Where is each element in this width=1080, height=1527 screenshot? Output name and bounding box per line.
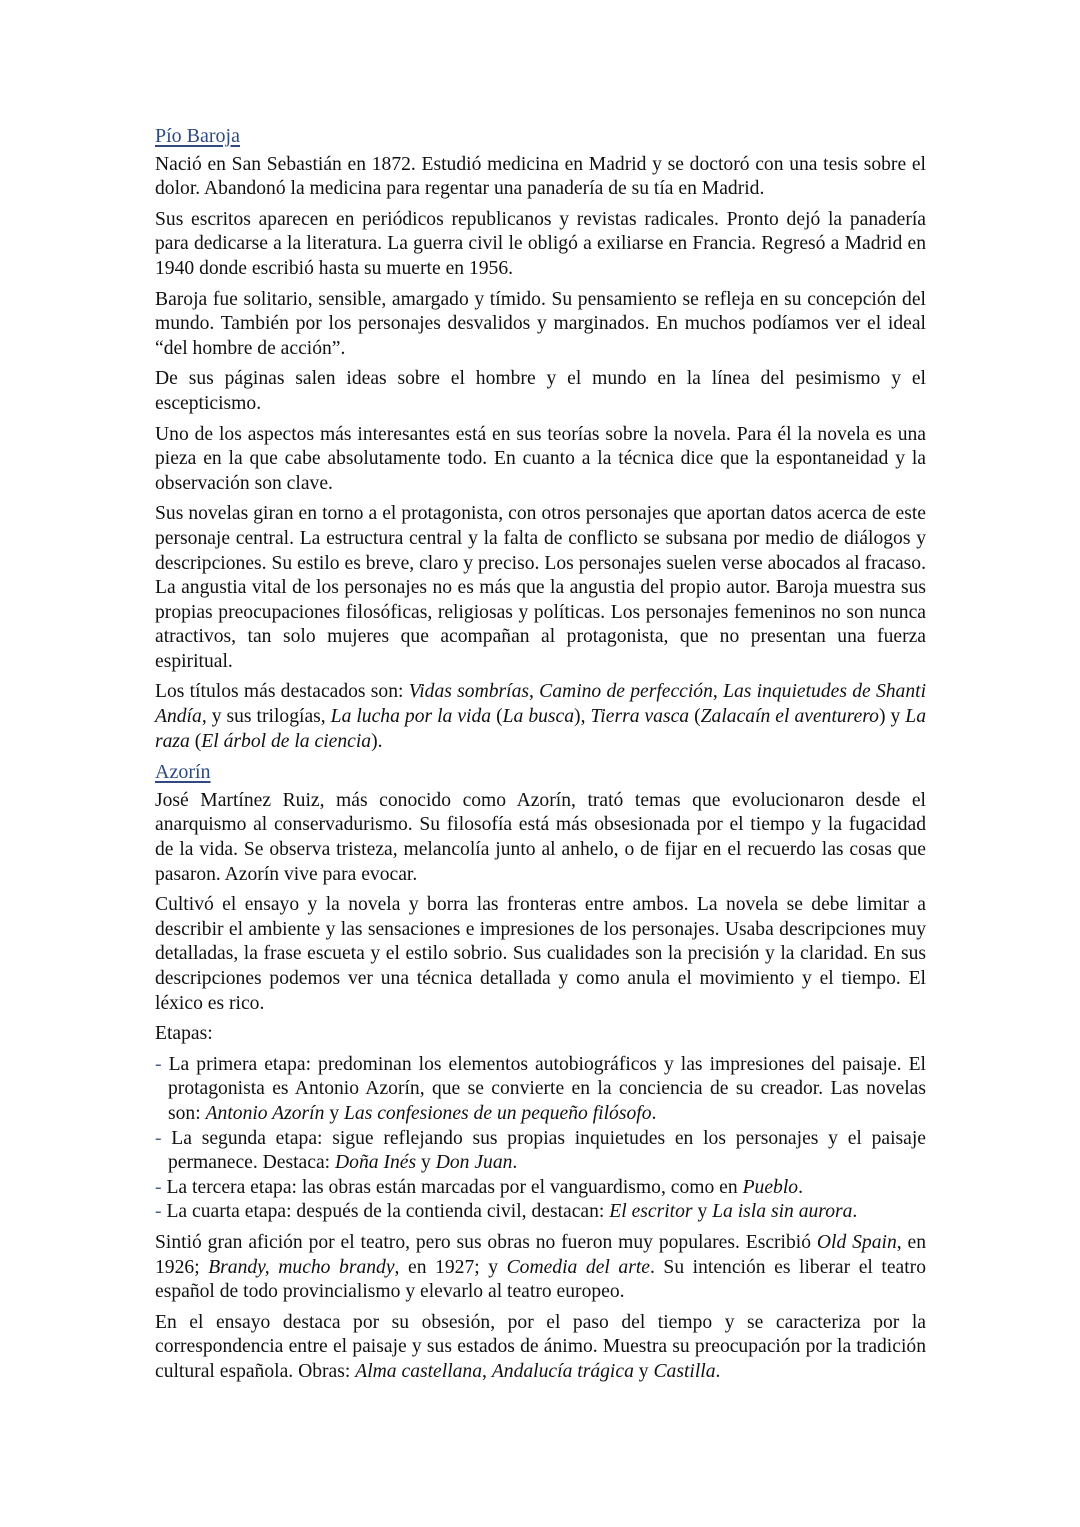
italic-title: Vidas sombrías xyxy=(408,681,530,703)
text-run: En el ensayo destaca por su obsesión, por el paso del tiempo y se caracteriza por la correspondencia entre el paisaje y sus estados de ánimo. Muestra su preocupación por la tradición cultural española. Obras: xyxy=(155,1311,926,1382)
text-run: La tercera etapa: las obras están marcadas por el vanguardismo, como en xyxy=(166,1176,743,1198)
paragraph xyxy=(155,208,926,282)
italic-title: La busca xyxy=(502,706,575,728)
italic-title: Antonio Azorín xyxy=(205,1102,325,1124)
italic-title: Comedia del arte xyxy=(506,1256,650,1278)
text-run: Sus novelas giran en torno a el protagonista, con otros personajes que aportan datos acerca de este personaje central. La estructura central y la falta de conflicto se subsana por medio de diálogos y descripciones. Su estilo es breve, claro y preciso. Los personajes suelen verse abocados al fracaso. La angustia vital de los personajes no es más que la angustia del propio autor. Baroja muestra sus propias preocupaciones filosóficas, religiosas y políticas. Los personajes femeninos no son nunca atractivos, tan solo mujeres que acompañan al protagonista, que no presentan una fuerza espiritual. xyxy=(155,503,926,672)
text-run: Cultivó el ensayo y la novela y borra las fronteras entre ambos. La novela se debe limitar a describir el ambiente y las sensaciones e impresiones de los personajes. Usaba descripciones muy detalladas, la frase escueta y el estilo sobrio. Sus cualidades son la precisión y la claridad. En sus descripciones podemos ver una técnica detallada y como anula el movimiento y el tiempo. El léxico es rico. xyxy=(155,894,926,1014)
paragraph xyxy=(155,1311,926,1385)
section-pio-baroja xyxy=(155,124,926,754)
text-run: . xyxy=(715,1360,721,1382)
text-run: , xyxy=(482,1360,492,1382)
text-run: José Martínez Ruiz, más conocido como Azorín, trató temas que evolucionaron desde el anarquismo al conservadurismo. Su filosofía está más obsesionada por el tiempo y la fugacidad de la vida. Se observa tristeza, melancolía junto al anhelo, o de fijar en el recuerdo las cosas que pasaron. Azorín vive para evocar. xyxy=(155,789,926,885)
text-run: ( xyxy=(189,730,202,752)
text-run: Etapas: xyxy=(155,1023,213,1045)
italic-title: Castilla xyxy=(653,1360,716,1382)
section-azorin xyxy=(155,760,926,1384)
paragraph xyxy=(155,367,926,416)
italic-title: El escritor xyxy=(609,1201,693,1223)
italic-title: Old Spain xyxy=(816,1231,897,1253)
paragraph xyxy=(155,680,926,754)
text-run: Sus escritos aparecen en periódicos republicanos y revistas radicales. Pronto dejó la panadería para dedicarse a la literatura. La guerra civil le obligó a exiliarse en Francia. Regresó a Madrid en 1940 donde escribió hasta su muerte en 1956. xyxy=(155,208,926,279)
paragraph xyxy=(155,1231,926,1305)
text-run: , y sus trilogías, xyxy=(201,706,331,728)
text-run: ( xyxy=(689,706,701,728)
italic-title: Andalucía trágica xyxy=(491,1360,634,1382)
italic-title: Tierra vasca xyxy=(590,706,690,728)
italic-title: Alma castellana xyxy=(355,1360,483,1382)
text-run: La primera etapa: predominan los elementos autobiográficos y las impresiones del paisaje. El protagonista es Antonio Azorín, que se convierte en la conciencia de su creador. Las novelas son: xyxy=(168,1053,927,1124)
paragraph xyxy=(155,1022,926,1047)
stages-list xyxy=(155,1053,926,1225)
italic-title: Las inquietudes de Shanti Andía xyxy=(155,681,927,728)
text-run: , en 1926; xyxy=(155,1231,926,1278)
paragraph xyxy=(155,423,926,497)
italic-title: La raza xyxy=(155,706,926,752)
text-run: Uno de los aspectos más interesantes está en sus teorías sobre la novela. Para él la novela es una pieza en la que cabe absolutamente todo. En cuanto a la técnica dice que la espontaneidad y la observación son clave. xyxy=(155,423,926,494)
text-run: ). xyxy=(371,730,383,752)
text-run: y xyxy=(416,1152,436,1174)
text-run: y xyxy=(692,1201,713,1223)
text-run: y xyxy=(324,1102,345,1124)
italic-title: La lucha por la vida xyxy=(330,706,492,728)
section-heading: Azorín xyxy=(155,761,211,784)
text-run: La cuarta etapa: después de la contienda civil, destacan: xyxy=(166,1201,610,1223)
italic-title: Doña Inés xyxy=(335,1152,417,1174)
text-run: . Su intención es liberar el teatro español de todo provincialismo y elevarlo al teatro europeo. xyxy=(155,1256,926,1303)
text-run: . xyxy=(651,1102,657,1124)
italic-title: El árbol de la ciencia xyxy=(201,730,372,752)
text-run: ( xyxy=(491,706,503,728)
text-run: , en 1927; y xyxy=(394,1256,507,1278)
paragraph xyxy=(155,288,926,362)
italic-title: Camino de perfección xyxy=(539,681,713,703)
italic-title: Las confesiones de un pequeño filósofo xyxy=(344,1102,652,1124)
paragraph xyxy=(155,153,926,202)
text-run: La segunda etapa: sigue reflejando sus propias inquietudes en los personajes y el paisaje permanece. Destaca: xyxy=(168,1127,926,1174)
text-run: ), xyxy=(574,706,591,728)
italic-title: Pueblo xyxy=(742,1176,799,1198)
text-run: Nació en San Sebastián en 1872. Estudió medicina en Madrid y se doctoró con una tesis sobre el dolor. Abandonó la medicina para regentar una panadería de su tía en Madrid. xyxy=(155,153,926,200)
text-run: De sus páginas salen ideas sobre el hombre y el mundo en la línea del pesimismo y el escepticismo. xyxy=(155,368,926,414)
list-item xyxy=(155,1053,926,1127)
text-run: Los títulos más destacados son: xyxy=(155,681,409,703)
list-item xyxy=(155,1127,926,1176)
text-run: . xyxy=(512,1152,518,1174)
italic-title: Zalacaín el aventurero xyxy=(700,706,879,728)
section-heading: Pío Baroja xyxy=(155,125,240,147)
italic-title: Brandy, mucho brandy xyxy=(208,1256,395,1278)
text-run: , xyxy=(529,681,540,703)
list-item xyxy=(155,1176,926,1201)
text-run: . xyxy=(852,1201,858,1223)
text-run: . xyxy=(798,1176,803,1198)
list-dash: - xyxy=(155,1176,162,1198)
text-run: ) y xyxy=(878,706,906,728)
italic-title: La isla sin aurora xyxy=(712,1201,853,1223)
italic-title: Don Juan xyxy=(435,1152,513,1174)
list-dash: - xyxy=(155,1127,162,1149)
paragraph xyxy=(155,789,926,887)
paragraph xyxy=(155,893,926,1016)
list-dash: - xyxy=(155,1201,162,1223)
list-dash: - xyxy=(155,1053,162,1075)
list-item xyxy=(155,1200,926,1225)
document-page xyxy=(155,124,926,1391)
text-run: , xyxy=(712,681,724,703)
paragraph xyxy=(155,502,926,674)
text-run: Baroja fue solitario, sensible, amargado y tímido. Su pensamiento se refleja en su concepción del mundo. También por los personajes desvalidos y marginados. En muchos podíamos ver el ideal “del hombre de acción”. xyxy=(155,288,926,359)
text-run: Sintió gran afición por el teatro, pero sus obras no fueron muy populares. Escribió xyxy=(155,1231,817,1253)
text-run: y xyxy=(633,1360,654,1382)
